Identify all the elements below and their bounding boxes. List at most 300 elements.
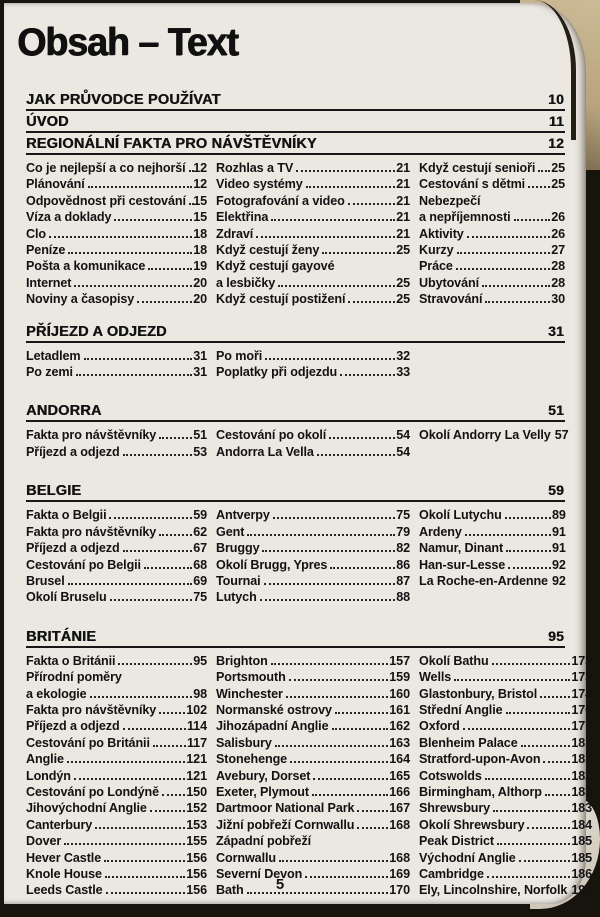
toc-entry — [419, 275, 565, 291]
dot-leader — [348, 203, 395, 205]
entry-label: Cornwallu — [216, 850, 276, 865]
toc-entry — [419, 653, 592, 669]
entry-label: Internet — [26, 275, 72, 290]
entry-page-number: 75 — [396, 508, 410, 523]
toc-columns — [26, 160, 565, 308]
toc-entry — [216, 364, 410, 380]
entry-label: Bath — [216, 883, 244, 898]
dot-leader — [330, 567, 395, 569]
toc-column — [216, 507, 410, 605]
entry-page-number: 68 — [193, 557, 207, 572]
toc-entry — [216, 718, 410, 734]
dot-leader — [545, 794, 570, 796]
entry-page-number: 62 — [193, 524, 207, 539]
entry-page-number: 28 — [551, 275, 565, 290]
toc-entry — [216, 573, 410, 589]
toc-entry — [419, 784, 592, 800]
entry-page-number: 87 — [396, 573, 410, 588]
entry-page-number: 86 — [396, 557, 410, 572]
entry-page-number: 91 — [551, 524, 566, 539]
toc-entry — [216, 193, 410, 209]
toc-entry — [216, 557, 410, 573]
entry-label: Poplatky při odjezdu — [216, 365, 338, 380]
dot-leader — [322, 252, 395, 254]
entry-page-number: 89 — [551, 508, 566, 523]
toc-sections — [26, 89, 593, 899]
entry-page-number: 156 — [186, 867, 207, 881]
dot-leader — [332, 728, 389, 730]
toc-entry — [26, 524, 207, 540]
dot-leader — [456, 268, 550, 270]
toc-entry — [419, 427, 569, 443]
toc-entry — [26, 751, 207, 767]
entry-page-number: 51 — [193, 428, 207, 443]
dot-leader — [505, 517, 551, 519]
entry-page-number: 150 — [186, 784, 207, 799]
dot-leader — [118, 663, 192, 665]
toc-entry — [419, 573, 566, 589]
entry-label: Wells — [419, 670, 452, 685]
entry-page-number: 117 — [186, 735, 207, 750]
entry-page-number: 26 — [551, 210, 565, 225]
entry-label: Canterbury — [26, 817, 93, 832]
dot-leader — [543, 761, 570, 763]
entry-page-number: 53 — [193, 444, 207, 459]
entry-label: Andorra La Vella — [216, 444, 314, 459]
dot-leader — [144, 567, 192, 569]
dot-leader — [153, 745, 186, 747]
dot-leader — [485, 778, 571, 780]
entry-label: Fakta pro návštěvníky — [26, 702, 157, 717]
dot-leader — [508, 567, 551, 569]
toc-entry — [216, 784, 410, 800]
toc-entry — [216, 850, 410, 866]
entry-page-number: 98 — [193, 686, 207, 701]
dot-leader — [159, 534, 192, 536]
dot-leader — [492, 663, 571, 665]
entry-page-number: 173 — [571, 653, 593, 668]
entry-label: Západní pobřeží — [216, 834, 312, 849]
dot-leader — [286, 696, 389, 698]
toc-entry — [216, 444, 410, 460]
toc-entry — [26, 589, 207, 605]
toc-entry — [216, 209, 410, 225]
entry-label: Po zemi — [26, 365, 73, 380]
section-header — [26, 133, 565, 155]
entry-label: Okolí Lutychu — [419, 508, 502, 523]
dot-leader — [64, 843, 185, 845]
toc-entry — [419, 686, 592, 702]
section-title: BRITÁNIE — [26, 628, 97, 645]
dot-leader — [74, 778, 185, 780]
dot-leader — [49, 236, 192, 238]
entry-page-number: 182 — [571, 768, 593, 783]
entry-page-number: 174 — [571, 686, 593, 701]
toc-entry — [419, 833, 592, 849]
entry-label: Leeds Castle — [26, 883, 103, 898]
entry-label: Fakta o Británii — [26, 653, 116, 668]
entry-page-number: 54 — [396, 444, 410, 459]
entry-page-number: 67 — [193, 541, 207, 556]
entry-label: Antverpy — [216, 508, 270, 523]
entry-page-number: 82 — [396, 541, 410, 556]
toc-entry — [216, 524, 410, 540]
toc-entry — [216, 768, 410, 784]
entry-page-number: 75 — [193, 590, 207, 605]
entry-label: Ardeny — [419, 524, 462, 539]
entry-label: Avebury, Dorset — [216, 768, 311, 783]
entry-page-number: 79 — [396, 524, 410, 539]
dot-leader — [313, 778, 388, 780]
entry-page-number: 19 — [193, 259, 207, 274]
entry-label: Když cestují postižení — [216, 292, 346, 307]
entry-page-number: 156 — [186, 883, 207, 898]
toc-entry — [26, 226, 207, 242]
toc-entry — [26, 784, 207, 800]
section-title: JAK PRŮVODCE POUŽÍVAT — [26, 92, 221, 108]
toc-entry — [216, 702, 410, 718]
entry-label: Střední Anglie — [419, 702, 503, 717]
entry-label: a lesbičky — [216, 275, 276, 290]
toc-entry — [216, 291, 410, 307]
toc-entry — [26, 193, 207, 209]
entry-label: Cambridge — [419, 867, 484, 881]
toc-column — [26, 348, 207, 381]
entry-label: Příjezd a odjezd — [26, 444, 120, 459]
toc-entry — [26, 444, 207, 460]
entry-label: Fotografování a video — [216, 193, 345, 208]
toc-entry — [26, 833, 207, 849]
entry-label: Zdraví — [216, 226, 254, 241]
entry-label: Cestování po Londýně — [26, 784, 160, 799]
entry-page-number: 21 — [396, 210, 410, 225]
entry-label: Anglie — [26, 752, 64, 767]
toc-entry — [216, 176, 410, 192]
dot-leader — [88, 186, 193, 188]
section-title: PŘÍJEZD A ODJEZD — [26, 323, 167, 340]
entry-label: Brighton — [216, 653, 268, 668]
dot-leader — [137, 301, 192, 303]
section-title: ANDORRA — [26, 403, 102, 420]
entry-page-number: 183 — [571, 801, 593, 816]
dot-leader — [110, 599, 193, 601]
entry-label: Nebezpečí — [419, 193, 481, 208]
entry-page-number: 31 — [193, 348, 207, 363]
entry-label: Oxford — [419, 719, 460, 734]
dot-leader — [123, 728, 186, 730]
dot-leader — [493, 810, 570, 812]
dot-leader — [329, 437, 395, 439]
toc-entry — [26, 702, 207, 718]
toc-entry — [419, 768, 592, 784]
toc-entry — [26, 686, 207, 702]
toc-entry — [26, 573, 207, 589]
entry-page-number: 184 — [571, 817, 593, 832]
dot-leader — [335, 712, 388, 714]
dot-leader — [76, 374, 192, 376]
dot-leader — [256, 236, 395, 238]
entry-page-number: 185 — [571, 850, 593, 865]
toc-entry — [26, 275, 207, 291]
dot-leader — [67, 761, 185, 763]
entry-label: Peak District — [419, 834, 495, 849]
toc-entry — [26, 800, 207, 816]
toc-entry — [419, 507, 566, 523]
dot-leader — [68, 583, 193, 585]
entry-page-number: 121 — [186, 752, 207, 767]
entry-label: Co je nejlepší a co nejhorší — [26, 161, 186, 175]
entry-label: Hever Castle — [26, 850, 102, 865]
dot-leader — [519, 860, 571, 862]
entry-page-number: 95 — [193, 653, 207, 668]
entry-page-number: 25 — [551, 161, 565, 175]
entry-page-number: 15 — [193, 210, 207, 225]
dot-leader — [306, 186, 396, 188]
toc-column — [419, 427, 569, 460]
toc-entry — [419, 176, 565, 192]
entry-page-number: 160 — [389, 686, 410, 701]
dot-leader — [247, 534, 395, 536]
toc-entry — [26, 364, 207, 380]
dot-leader — [84, 358, 193, 360]
entry-label: Londýn — [26, 768, 71, 783]
toc-entry — [419, 669, 592, 685]
entry-label: Stratford-upon-Avon — [419, 752, 541, 767]
toc-entry — [216, 507, 410, 523]
entry-label: Stonehenge — [216, 752, 288, 767]
dot-leader — [262, 550, 395, 552]
entry-page-number: 181 — [571, 752, 593, 767]
toc-entry — [419, 557, 566, 573]
dot-leader — [457, 252, 551, 254]
entry-page-number: 91 — [551, 541, 566, 556]
entry-label: Okolí Shrewsbury — [419, 817, 525, 832]
dot-leader — [189, 203, 192, 205]
toc-entry — [419, 226, 565, 242]
toc-entry — [216, 669, 410, 685]
section-page-number: 59 — [548, 482, 564, 499]
dot-leader — [482, 285, 550, 287]
toc-column — [26, 653, 207, 899]
entry-page-number: 18 — [193, 243, 207, 258]
dot-leader — [463, 728, 571, 730]
toc-entry — [26, 850, 207, 866]
entry-label: Cestování s dětmi — [419, 177, 526, 192]
toc-entry — [419, 800, 592, 816]
entry-page-number: 12 — [193, 177, 207, 192]
toc-entry — [26, 258, 207, 274]
entry-page-number: 15 — [193, 193, 207, 208]
dot-leader — [68, 252, 192, 254]
dot-leader — [159, 437, 192, 439]
entry-page-number: 12 — [193, 161, 207, 175]
entry-label: Cotswolds — [419, 768, 482, 783]
entry-label: Východní Anglie — [419, 850, 516, 865]
dot-leader — [521, 745, 571, 747]
toc-entry — [26, 209, 207, 225]
dot-leader — [348, 301, 395, 303]
toc-entry — [216, 226, 410, 242]
entry-label: Fakta pro návštěvníky — [26, 428, 157, 443]
entry-page-number: 92 — [551, 573, 566, 588]
entry-label: Knole House — [26, 867, 102, 881]
entry-page-number: 33 — [396, 365, 410, 380]
dot-leader — [340, 374, 395, 376]
dot-leader — [275, 745, 388, 747]
entry-label: Příjezd a odjezd — [26, 541, 120, 556]
entry-label: Ubytování — [419, 275, 479, 290]
toc-column — [419, 653, 592, 899]
entry-label: Po moři — [216, 348, 263, 363]
entry-page-number: 114 — [186, 719, 207, 734]
dot-leader — [74, 285, 192, 287]
entry-page-number: 173 — [571, 670, 593, 685]
section-header — [26, 321, 565, 343]
toc-column — [216, 160, 410, 308]
entry-label: Elektřina — [216, 210, 269, 225]
entry-label: Cestování po Británii — [26, 735, 150, 750]
toc-column — [419, 507, 566, 605]
dot-leader — [90, 696, 193, 698]
entry-page-number: 161 — [389, 702, 410, 717]
entry-label: Fakta pro návštěvníky — [26, 524, 157, 539]
entry-page-number: 88 — [396, 590, 410, 605]
dot-leader — [148, 268, 192, 270]
toc-entry — [216, 540, 410, 556]
entry-page-number: 181 — [571, 735, 593, 750]
dot-leader — [296, 170, 395, 172]
toc-entry — [216, 686, 410, 702]
toc-entry — [216, 589, 410, 605]
toc-column — [26, 507, 207, 605]
entry-page-number: 21 — [396, 193, 410, 208]
section-page-number: 11 — [548, 113, 564, 129]
page-title: Obsah – Text — [17, 21, 238, 64]
toc-column — [26, 427, 207, 460]
entry-page-number: 163 — [389, 735, 410, 750]
toc-entry — [26, 160, 207, 176]
entry-label: Ely, Lincolnshire, Norfolk — [419, 883, 568, 898]
dot-leader — [265, 358, 395, 360]
toc-entry — [216, 427, 410, 443]
toc-entry — [216, 275, 410, 291]
entry-label: Shrewsbury — [419, 801, 491, 816]
toc-section — [26, 133, 565, 308]
entry-label: Clo — [26, 226, 46, 241]
toc-entry — [216, 833, 410, 849]
entry-label: Okolí Brugg, Ypres — [216, 557, 328, 572]
entry-page-number: 185 — [571, 834, 593, 849]
toc-section — [26, 89, 565, 111]
toc-section — [26, 321, 565, 381]
dot-leader — [162, 794, 185, 796]
entry-page-number: 167 — [389, 801, 410, 816]
entry-label: Okolí Andorry La Velly — [419, 428, 551, 443]
entry-label: Kurzy — [419, 243, 454, 258]
entry-label: Přírodní poměry — [26, 670, 122, 685]
toc-entry — [26, 348, 207, 364]
toc-entry — [419, 817, 592, 833]
toc-entry — [216, 817, 410, 833]
entry-page-number: 162 — [389, 719, 410, 734]
toc-entry — [26, 427, 207, 443]
toc-column — [216, 653, 410, 899]
entry-label: Exeter, Plymout — [216, 784, 309, 799]
dot-leader — [506, 550, 551, 552]
entry-label: Brusel — [26, 573, 65, 588]
entry-label: Namur, Dinant — [419, 541, 504, 556]
dot-leader — [506, 712, 571, 714]
entry-label: Normanské ostrovy — [216, 702, 332, 717]
entry-label: Winchester — [216, 686, 283, 701]
toc-entry — [216, 800, 410, 816]
toc-column — [419, 160, 565, 308]
dot-leader — [123, 454, 193, 456]
entry-label: Dover — [26, 834, 62, 849]
entry-page-number: 57 — [554, 428, 569, 443]
section-header — [26, 626, 565, 648]
entry-label: Cestování po okolí — [216, 428, 327, 443]
toc-columns — [26, 348, 565, 381]
dot-leader — [290, 761, 388, 763]
dot-leader — [189, 170, 193, 172]
entry-label: Severní Devon — [216, 867, 303, 881]
section-header — [26, 111, 565, 133]
toc-entry — [216, 735, 410, 751]
entry-page-number: 59 — [193, 508, 207, 523]
section-page-number: 12 — [548, 135, 564, 151]
entry-label: Portsmouth — [216, 670, 286, 685]
entry-label: La Roche-en-Ardenne — [419, 573, 548, 588]
dot-leader — [271, 219, 395, 221]
dot-leader — [540, 696, 570, 698]
dot-leader — [357, 827, 388, 829]
entry-page-number: 165 — [389, 768, 410, 783]
entry-page-number: 30 — [551, 292, 565, 307]
entry-page-number: 32 — [396, 348, 410, 363]
dot-leader — [279, 860, 388, 862]
toc-entry — [26, 507, 207, 523]
entry-page-number: 170 — [389, 883, 410, 898]
toc-column — [216, 348, 410, 381]
dot-leader — [317, 454, 395, 456]
toc-column — [216, 427, 410, 460]
entry-page-number: 20 — [193, 292, 207, 307]
dot-leader — [159, 712, 185, 714]
toc-entry — [26, 669, 207, 685]
entry-label: Stravování — [419, 292, 483, 307]
entry-page-number: 25 — [396, 243, 410, 258]
section-header — [26, 89, 565, 111]
dot-leader — [260, 599, 396, 601]
entry-label: Lutych — [216, 590, 257, 605]
dot-leader — [485, 301, 550, 303]
toc-entry — [419, 735, 592, 751]
entry-page-number: 25 — [396, 275, 410, 290]
entry-label: Víza a doklady — [26, 210, 112, 225]
toc-entry — [26, 718, 207, 734]
dot-leader — [454, 679, 570, 681]
dot-leader — [278, 285, 395, 287]
entry-label: a nepříjemnosti — [419, 210, 511, 225]
entry-label: Pošta a komunikace — [26, 259, 146, 274]
toc-entry — [26, 242, 207, 258]
dot-leader — [312, 794, 388, 796]
page-number: 5 — [275, 876, 285, 893]
toc-entry — [419, 540, 566, 556]
entry-label: Glastonbury, Bristol — [419, 686, 538, 701]
toc-entry — [419, 258, 565, 274]
